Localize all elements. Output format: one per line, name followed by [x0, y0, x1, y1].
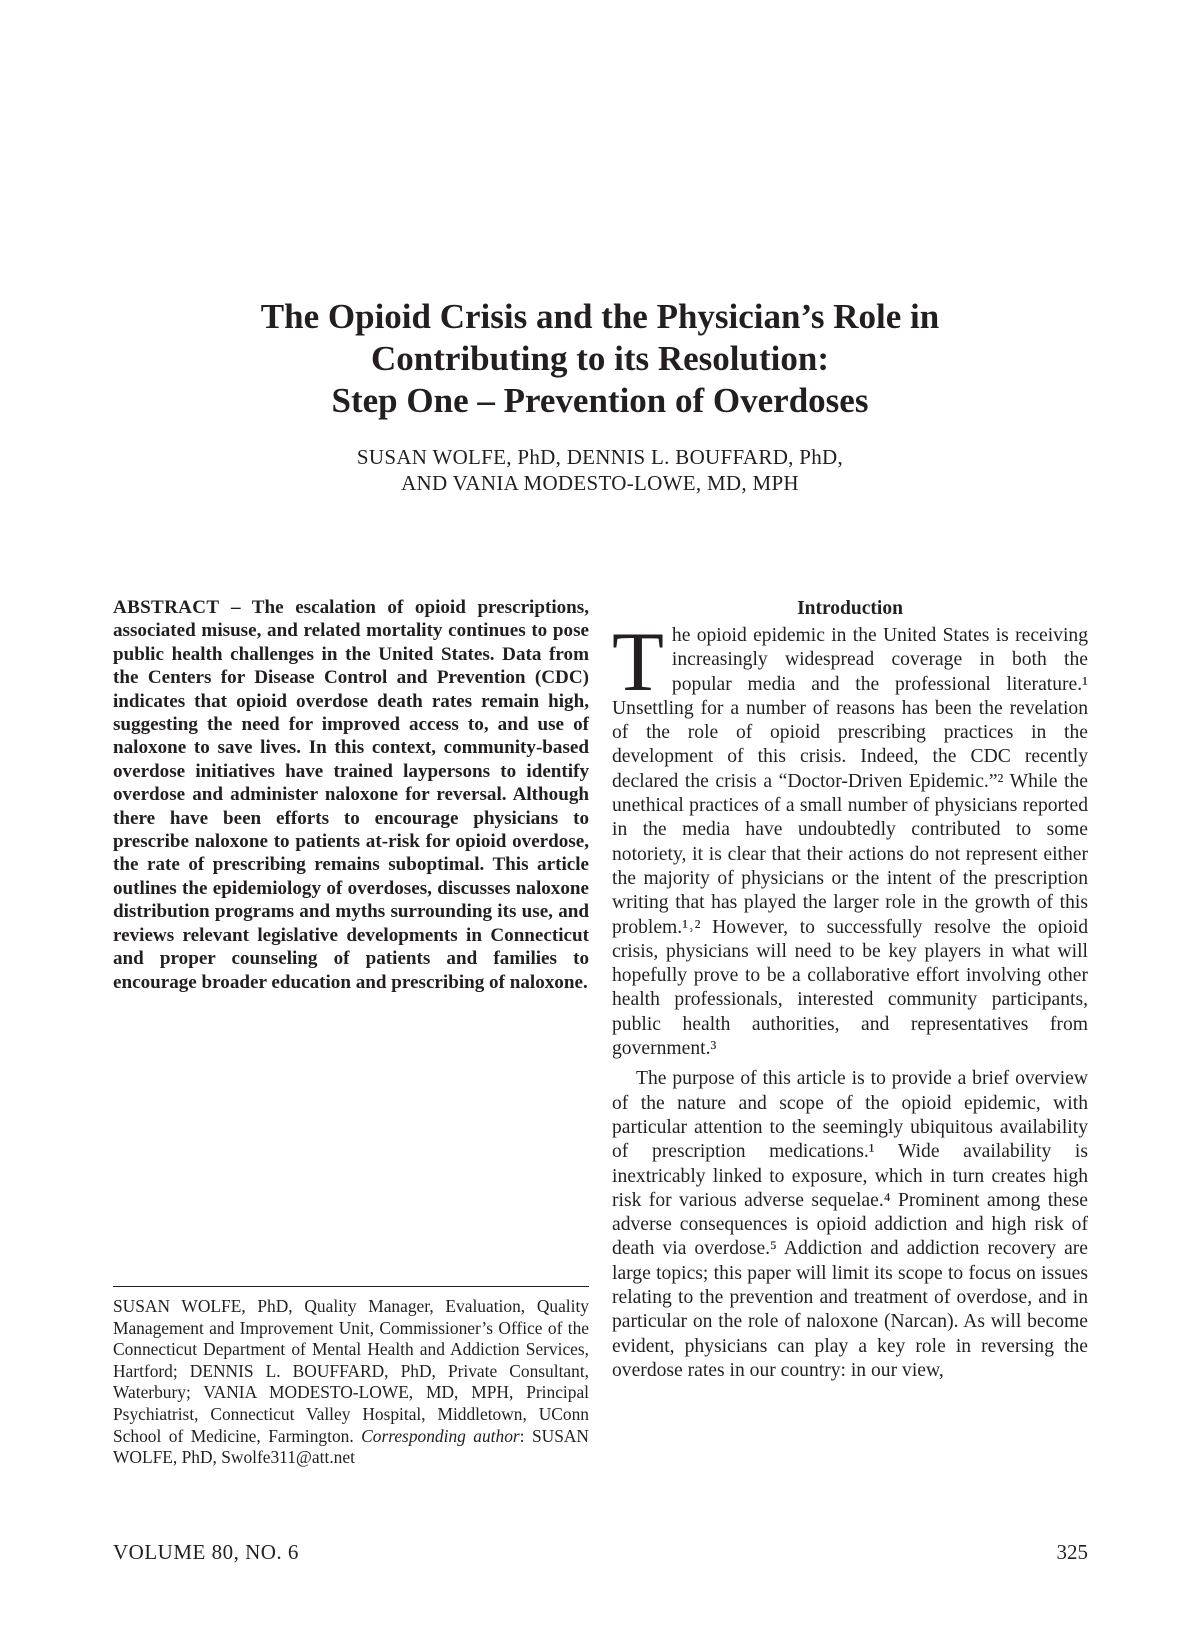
abstract: [113, 596, 589, 994]
title-line: Contributing to its Resolution:: [371, 339, 829, 378]
abstract-label: ABSTRACT: [113, 597, 220, 618]
footnote-divider: [113, 1286, 589, 1287]
introduction-body: [612, 615, 1088, 1383]
article-title: [100, 296, 1100, 422]
section-heading-introduction: Introduction: [797, 598, 903, 619]
body-paragraph: The purpose of this article is to provide a brief overview of the nature and scope of the opioid epidemic, with particular attention to the seemingly ubiquitous availability of prescription medications.¹ Wide availability is inextricably linked to exposure, which in turn creates high risk for various adverse sequelae.⁴ Prominent among these adverse consequences is opioid addiction and high risk of death via overdose.⁵ Addiction and addiction recovery are large topics; this paper will limit its scope to focus on issues relating to the prevention and treatment of overdose, and in particular on the role of naloxone (Narcan). As will become evident, physicians can play a key role in reversing the overdose rates in our country: in our view,: [612, 1068, 1088, 1381]
corresponding-author-label: Corresponding author: [361, 1425, 520, 1446]
title-line: The Opioid Crisis and the Physician’s Role in: [260, 297, 940, 336]
page-number: 325: [1056, 1540, 1088, 1564]
author-byline: [100, 444, 1100, 496]
author-affiliations: [113, 1296, 589, 1469]
author-line: SUSAN WOLFE, PhD, DENNIS L. BOUFFARD, PhD,: [356, 445, 844, 469]
paragraph-text: he opioid epidemic in the United States is receiving increasingly widespread coverage in both the popular media and the professional literature.¹ Unsettling for a number of reasons has been the revelation of the role of opioid prescribing practices in the development of this crisis. Indeed, the CDC recently declared the crisis a “Doctor-Driven Epidemic.”² While the unethical practices of a small number of physicians reported in the media have undoubtedly contributed to some notoriety, it is clear that their actions do not represent either the majority of physicians or the intent of the prescription writing that has played the larger role in the growth of this problem.¹˒² However, to successfully resolve the opioid crisis, physicians will need to be key players in what will hopefully prove to be a collaborative effort involving other health professionals, interested community participants, public health authorities, and representatives from government.³: [612, 625, 1088, 1060]
corresponding-author-contact: : SUSAN WOLFE, PhD, Swolfe311@att.net: [113, 1425, 589, 1468]
drop-cap: T: [612, 615, 664, 709]
abstract-text: – The escalation of opioid prescriptions, associated misuse, and related mortality continues to pose public health challenges in the United States. Data from the Centers for Disease Control and Prevention (CDC) indicates that opioid overdose death rates remain high, suggesting the need for improved access to, and use of naloxone to save lives. In this context, community-based overdose initiatives have trained laypersons to identify overdose and administer naloxone for reversal. Although there have been efforts to encourage physicians to prescribe naloxone to patients at-risk for opioid overdose, the rate of prescribing remains suboptimal. This article outlines the epidemiology of overdoses, discusses naloxone distribution programs and myths surrounding its use, and reviews relevant legislative developments in Connecticut and proper counseling of patients and families to encourage broader education and prescribing of naloxone.: [113, 597, 589, 993]
affiliations-text: SUSAN WOLFE, PhD, Quality Manager, Evaluation, Quality Management and Improvement Unit, Commissioner’s Office of the Connecticut Department of Mental Health and Addiction Services, Hartford; DENNIS L. BOUFFARD, PhD, Private Consultant, Waterbury; VANIA MODESTO-LOWE, MD, MPH, Principal Psychiatrist, Connecticut Valley Hospital, Middletown, UConn School of Medicine, Farmington.: [113, 1296, 589, 1446]
journal-volume: VOLUME 80, NO. 6: [113, 1540, 299, 1564]
body-paragraph: [612, 615, 1088, 1061]
author-line: AND VANIA MODESTO-LOWE, MD, MPH: [401, 471, 799, 495]
title-line: Step One – Prevention of Overdoses: [331, 381, 869, 420]
